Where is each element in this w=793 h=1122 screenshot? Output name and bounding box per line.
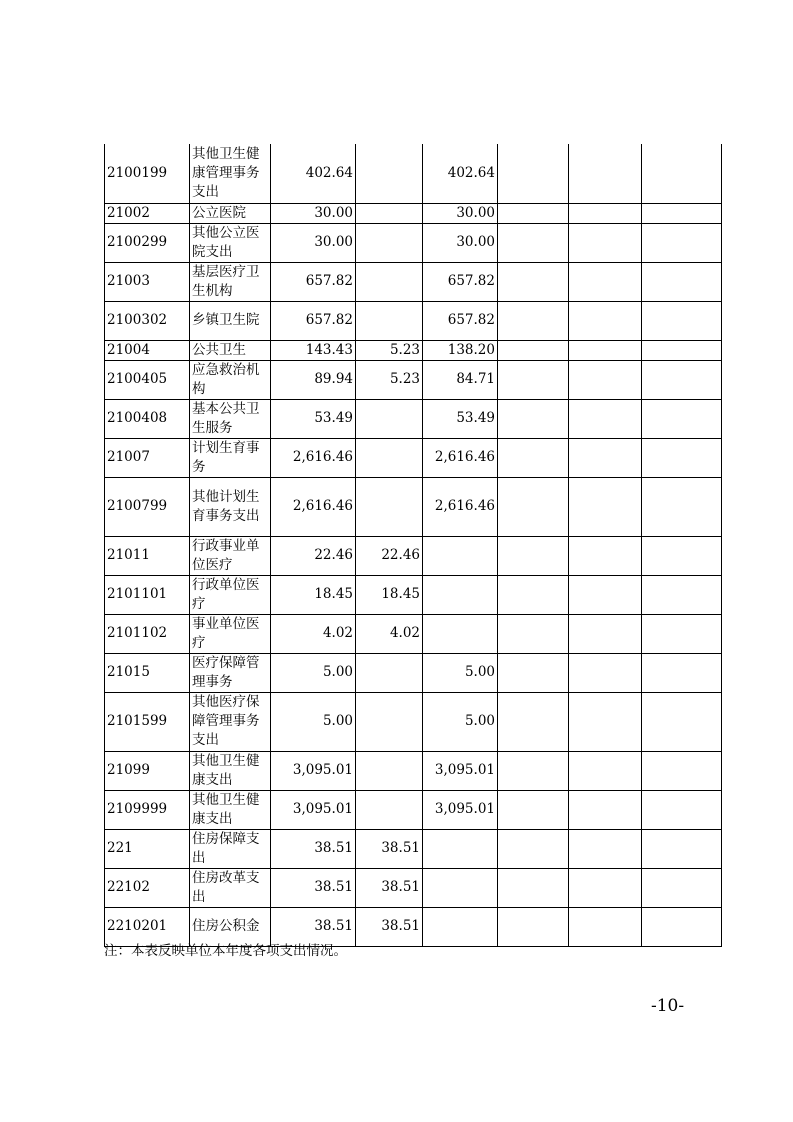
account-name-cell: 其他卫生健康支出	[190, 751, 271, 790]
project-expenditure-cell: 402.64	[423, 144, 498, 203]
basic-expenditure-cell	[356, 751, 423, 790]
project-expenditure-cell: 657.82	[423, 262, 498, 301]
empty-cell	[642, 907, 722, 946]
basic-expenditure-cell: 5.23	[356, 360, 423, 399]
table-row	[105, 438, 722, 477]
empty-cell	[498, 692, 569, 751]
project-expenditure-cell: 657.82	[423, 301, 498, 340]
total-amount-cell: 53.49	[271, 399, 356, 438]
project-expenditure-cell: 30.00	[423, 203, 498, 223]
total-amount-cell: 18.45	[271, 575, 356, 614]
basic-expenditure-cell	[356, 144, 423, 203]
project-expenditure-cell: 30.00	[423, 223, 498, 262]
basic-expenditure-cell: 38.51	[356, 868, 423, 907]
expenditure-table	[104, 144, 722, 947]
account-code-cell: 2101599	[105, 692, 190, 751]
account-code-cell: 2210201	[105, 907, 190, 946]
empty-cell	[642, 438, 722, 477]
empty-cell	[569, 790, 642, 829]
empty-cell	[569, 653, 642, 692]
empty-cell	[498, 438, 569, 477]
account-name-cell: 其他卫生健康支出	[190, 790, 271, 829]
empty-cell	[498, 868, 569, 907]
total-amount-cell: 4.02	[271, 614, 356, 653]
empty-cell	[569, 360, 642, 399]
basic-expenditure-cell: 38.51	[356, 829, 423, 868]
empty-cell	[569, 575, 642, 614]
empty-cell	[498, 575, 569, 614]
basic-expenditure-cell: 5.23	[356, 340, 423, 360]
empty-cell	[642, 536, 722, 575]
empty-cell	[642, 340, 722, 360]
account-name-cell: 住房保障支出	[190, 829, 271, 868]
project-expenditure-cell: 138.20	[423, 340, 498, 360]
total-amount-cell: 143.43	[271, 340, 356, 360]
empty-cell	[569, 751, 642, 790]
empty-cell	[498, 536, 569, 575]
account-code-cell: 2101102	[105, 614, 190, 653]
account-name-cell: 其他公立医院支出	[190, 223, 271, 262]
account-name-cell: 公共卫生	[190, 340, 271, 360]
account-name-cell: 行政事业单位医疗	[190, 536, 271, 575]
empty-cell	[569, 907, 642, 946]
table-row	[105, 575, 722, 614]
empty-cell	[642, 223, 722, 262]
account-name-cell: 计划生育事务	[190, 438, 271, 477]
account-name-cell: 公立医院	[190, 203, 271, 223]
project-expenditure-cell: 3,095.01	[423, 790, 498, 829]
project-expenditure-cell	[423, 614, 498, 653]
table-note: 注：本表反映单位本年度各项支出情况。	[104, 943, 347, 959]
account-name-cell: 医疗保障管理事务	[190, 653, 271, 692]
empty-cell	[642, 144, 722, 203]
account-name-cell: 应急救治机构	[190, 360, 271, 399]
empty-cell	[498, 399, 569, 438]
account-name-cell: 其他医疗保障管理事务支出	[190, 692, 271, 751]
account-code-cell: 2100302	[105, 301, 190, 340]
empty-cell	[642, 751, 722, 790]
total-amount-cell: 402.64	[271, 144, 356, 203]
empty-cell	[642, 575, 722, 614]
table-row	[105, 790, 722, 829]
table-row	[105, 692, 722, 751]
empty-cell	[498, 301, 569, 340]
total-amount-cell: 657.82	[271, 301, 356, 340]
empty-cell	[498, 340, 569, 360]
project-expenditure-cell: 84.71	[423, 360, 498, 399]
account-code-cell: 2100405	[105, 360, 190, 399]
empty-cell	[569, 477, 642, 536]
project-expenditure-cell	[423, 575, 498, 614]
empty-cell	[642, 692, 722, 751]
account-code-cell: 2100408	[105, 399, 190, 438]
empty-cell	[569, 223, 642, 262]
empty-cell	[642, 653, 722, 692]
empty-cell	[642, 477, 722, 536]
total-amount-cell: 2,616.46	[271, 477, 356, 536]
empty-cell	[569, 536, 642, 575]
empty-cell	[569, 829, 642, 868]
empty-cell	[642, 301, 722, 340]
empty-cell	[498, 614, 569, 653]
account-name-cell: 住房公积金	[190, 907, 271, 946]
empty-cell	[498, 262, 569, 301]
empty-cell	[642, 203, 722, 223]
empty-cell	[642, 614, 722, 653]
total-amount-cell: 657.82	[271, 262, 356, 301]
account-name-cell: 住房改革支出	[190, 868, 271, 907]
account-name-cell: 基本公共卫生服务	[190, 399, 271, 438]
table-row	[105, 907, 722, 946]
basic-expenditure-cell: 4.02	[356, 614, 423, 653]
total-amount-cell: 38.51	[271, 907, 356, 946]
project-expenditure-cell: 2,616.46	[423, 438, 498, 477]
account-name-cell: 事业单位医疗	[190, 614, 271, 653]
total-amount-cell: 3,095.01	[271, 790, 356, 829]
empty-cell	[498, 790, 569, 829]
empty-cell	[498, 829, 569, 868]
table-row	[105, 340, 722, 360]
empty-cell	[498, 907, 569, 946]
account-code-cell: 21002	[105, 203, 190, 223]
account-code-cell: 22102	[105, 868, 190, 907]
table-row	[105, 829, 722, 868]
account-name-cell: 乡镇卫生院	[190, 301, 271, 340]
total-amount-cell: 3,095.01	[271, 751, 356, 790]
account-code-cell: 2100199	[105, 144, 190, 203]
table-row	[105, 223, 722, 262]
empty-cell	[498, 203, 569, 223]
account-code-cell: 2101101	[105, 575, 190, 614]
project-expenditure-cell: 3,095.01	[423, 751, 498, 790]
empty-cell	[642, 790, 722, 829]
table-row	[105, 301, 722, 340]
table-row	[105, 653, 722, 692]
empty-cell	[569, 614, 642, 653]
project-expenditure-cell	[423, 907, 498, 946]
basic-expenditure-cell	[356, 653, 423, 692]
account-name-cell: 其他计划生育事务支出	[190, 477, 271, 536]
total-amount-cell: 5.00	[271, 653, 356, 692]
table-row	[105, 262, 722, 301]
empty-cell	[642, 399, 722, 438]
account-code-cell: 21007	[105, 438, 190, 477]
table-row	[105, 536, 722, 575]
account-name-cell: 其他卫生健康管理事务支出	[190, 144, 271, 203]
total-amount-cell: 30.00	[271, 203, 356, 223]
table-row	[105, 868, 722, 907]
account-code-cell: 21011	[105, 536, 190, 575]
basic-expenditure-cell	[356, 203, 423, 223]
total-amount-cell: 2,616.46	[271, 438, 356, 477]
table-row	[105, 751, 722, 790]
empty-cell	[569, 438, 642, 477]
empty-cell	[569, 301, 642, 340]
empty-cell	[498, 144, 569, 203]
account-code-cell: 21004	[105, 340, 190, 360]
project-expenditure-cell	[423, 536, 498, 575]
basic-expenditure-cell	[356, 438, 423, 477]
project-expenditure-cell	[423, 868, 498, 907]
empty-cell	[498, 653, 569, 692]
empty-cell	[642, 360, 722, 399]
table-row	[105, 614, 722, 653]
project-expenditure-cell: 5.00	[423, 692, 498, 751]
account-code-cell: 21015	[105, 653, 190, 692]
basic-expenditure-cell	[356, 790, 423, 829]
project-expenditure-cell	[423, 829, 498, 868]
empty-cell	[569, 692, 642, 751]
table-row	[105, 203, 722, 223]
table-row	[105, 360, 722, 399]
empty-cell	[642, 868, 722, 907]
empty-cell	[498, 360, 569, 399]
basic-expenditure-cell: 22.46	[356, 536, 423, 575]
account-name-cell: 行政单位医疗	[190, 575, 271, 614]
account-code-cell: 2100799	[105, 477, 190, 536]
empty-cell	[569, 399, 642, 438]
basic-expenditure-cell	[356, 692, 423, 751]
basic-expenditure-cell: 18.45	[356, 575, 423, 614]
total-amount-cell: 5.00	[271, 692, 356, 751]
empty-cell	[569, 144, 642, 203]
account-code-cell: 2100299	[105, 223, 190, 262]
total-amount-cell: 89.94	[271, 360, 356, 399]
project-expenditure-cell: 5.00	[423, 653, 498, 692]
basic-expenditure-cell	[356, 477, 423, 536]
table-row	[105, 477, 722, 536]
total-amount-cell: 30.00	[271, 223, 356, 262]
basic-expenditure-cell	[356, 262, 423, 301]
empty-cell	[498, 477, 569, 536]
account-code-cell: 2109999	[105, 790, 190, 829]
account-code-cell: 221	[105, 829, 190, 868]
account-code-cell: 21099	[105, 751, 190, 790]
empty-cell	[642, 829, 722, 868]
account-code-cell: 21003	[105, 262, 190, 301]
empty-cell	[569, 262, 642, 301]
project-expenditure-cell: 53.49	[423, 399, 498, 438]
empty-cell	[498, 751, 569, 790]
basic-expenditure-cell	[356, 301, 423, 340]
account-name-cell: 基层医疗卫生机构	[190, 262, 271, 301]
empty-cell	[642, 262, 722, 301]
project-expenditure-cell: 2,616.46	[423, 477, 498, 536]
total-amount-cell: 22.46	[271, 536, 356, 575]
empty-cell	[569, 203, 642, 223]
table-row	[105, 399, 722, 438]
page-number: -10-	[651, 996, 685, 1016]
empty-cell	[569, 868, 642, 907]
basic-expenditure-cell	[356, 223, 423, 262]
total-amount-cell: 38.51	[271, 829, 356, 868]
total-amount-cell: 38.51	[271, 868, 356, 907]
table-body	[105, 144, 722, 946]
basic-expenditure-cell	[356, 399, 423, 438]
table-row	[105, 144, 722, 203]
empty-cell	[498, 223, 569, 262]
basic-expenditure-cell: 38.51	[356, 907, 423, 946]
empty-cell	[569, 340, 642, 360]
